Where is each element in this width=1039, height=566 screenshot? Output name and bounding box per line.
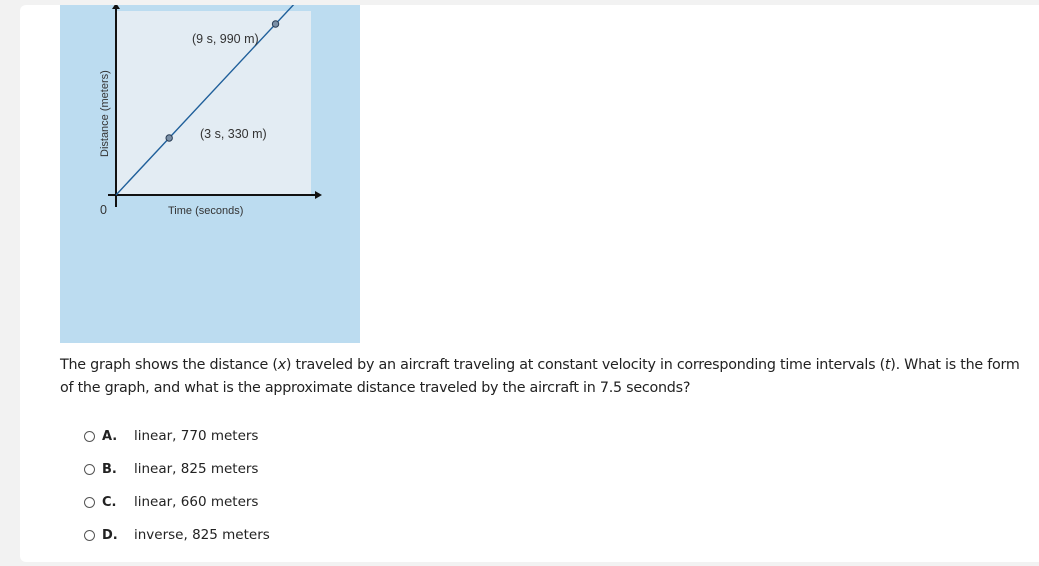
choice-text: linear, 770 meters [134, 428, 259, 444]
choice-a[interactable] [84, 426, 304, 446]
choice-letter: A. [102, 428, 118, 444]
data-point [166, 135, 172, 141]
point-label-1: (3 s, 330 m) [200, 127, 267, 141]
data-point [272, 21, 278, 27]
question-part-2: ) traveled by an aircraft traveling at constant velocity in corresponding time intervals ( [285, 357, 885, 373]
choice-text: linear, 825 meters [134, 461, 259, 477]
variable-x: x [277, 357, 286, 373]
choice-letter: B. [102, 461, 117, 477]
question-card [20, 5, 1039, 562]
x-axis-label: Time (seconds) [168, 205, 244, 217]
radio-icon[interactable] [84, 431, 95, 442]
choice-text: inverse, 825 meters [134, 527, 270, 543]
choice-text: linear, 660 meters [134, 494, 259, 510]
choice-b[interactable] [84, 459, 304, 479]
origin-label: 0 [100, 203, 107, 217]
y-axis-label: Distance (meters) [99, 70, 111, 157]
variable-t: t [884, 357, 891, 373]
x-axis-arrow [315, 191, 322, 199]
choice-c[interactable] [84, 492, 304, 512]
question-part-1: The graph shows the distance ( [60, 357, 278, 373]
radio-icon[interactable] [84, 497, 95, 508]
radio-icon[interactable] [84, 464, 95, 475]
graph-svg [60, 5, 360, 343]
y-axis-arrow [112, 5, 120, 9]
question-text [60, 354, 1020, 400]
choice-letter: C. [102, 494, 117, 510]
distance-time-graph [60, 5, 360, 343]
point-label-2: (9 s, 990 m) [192, 32, 259, 46]
choice-d[interactable] [84, 525, 304, 545]
choice-letter: D. [102, 527, 118, 543]
question-part-3: ). What is the form of the graph, and what is the approximate distance traveled by the aircraft in 7.5 seconds? [60, 357, 1020, 396]
radio-icon[interactable] [84, 530, 95, 541]
